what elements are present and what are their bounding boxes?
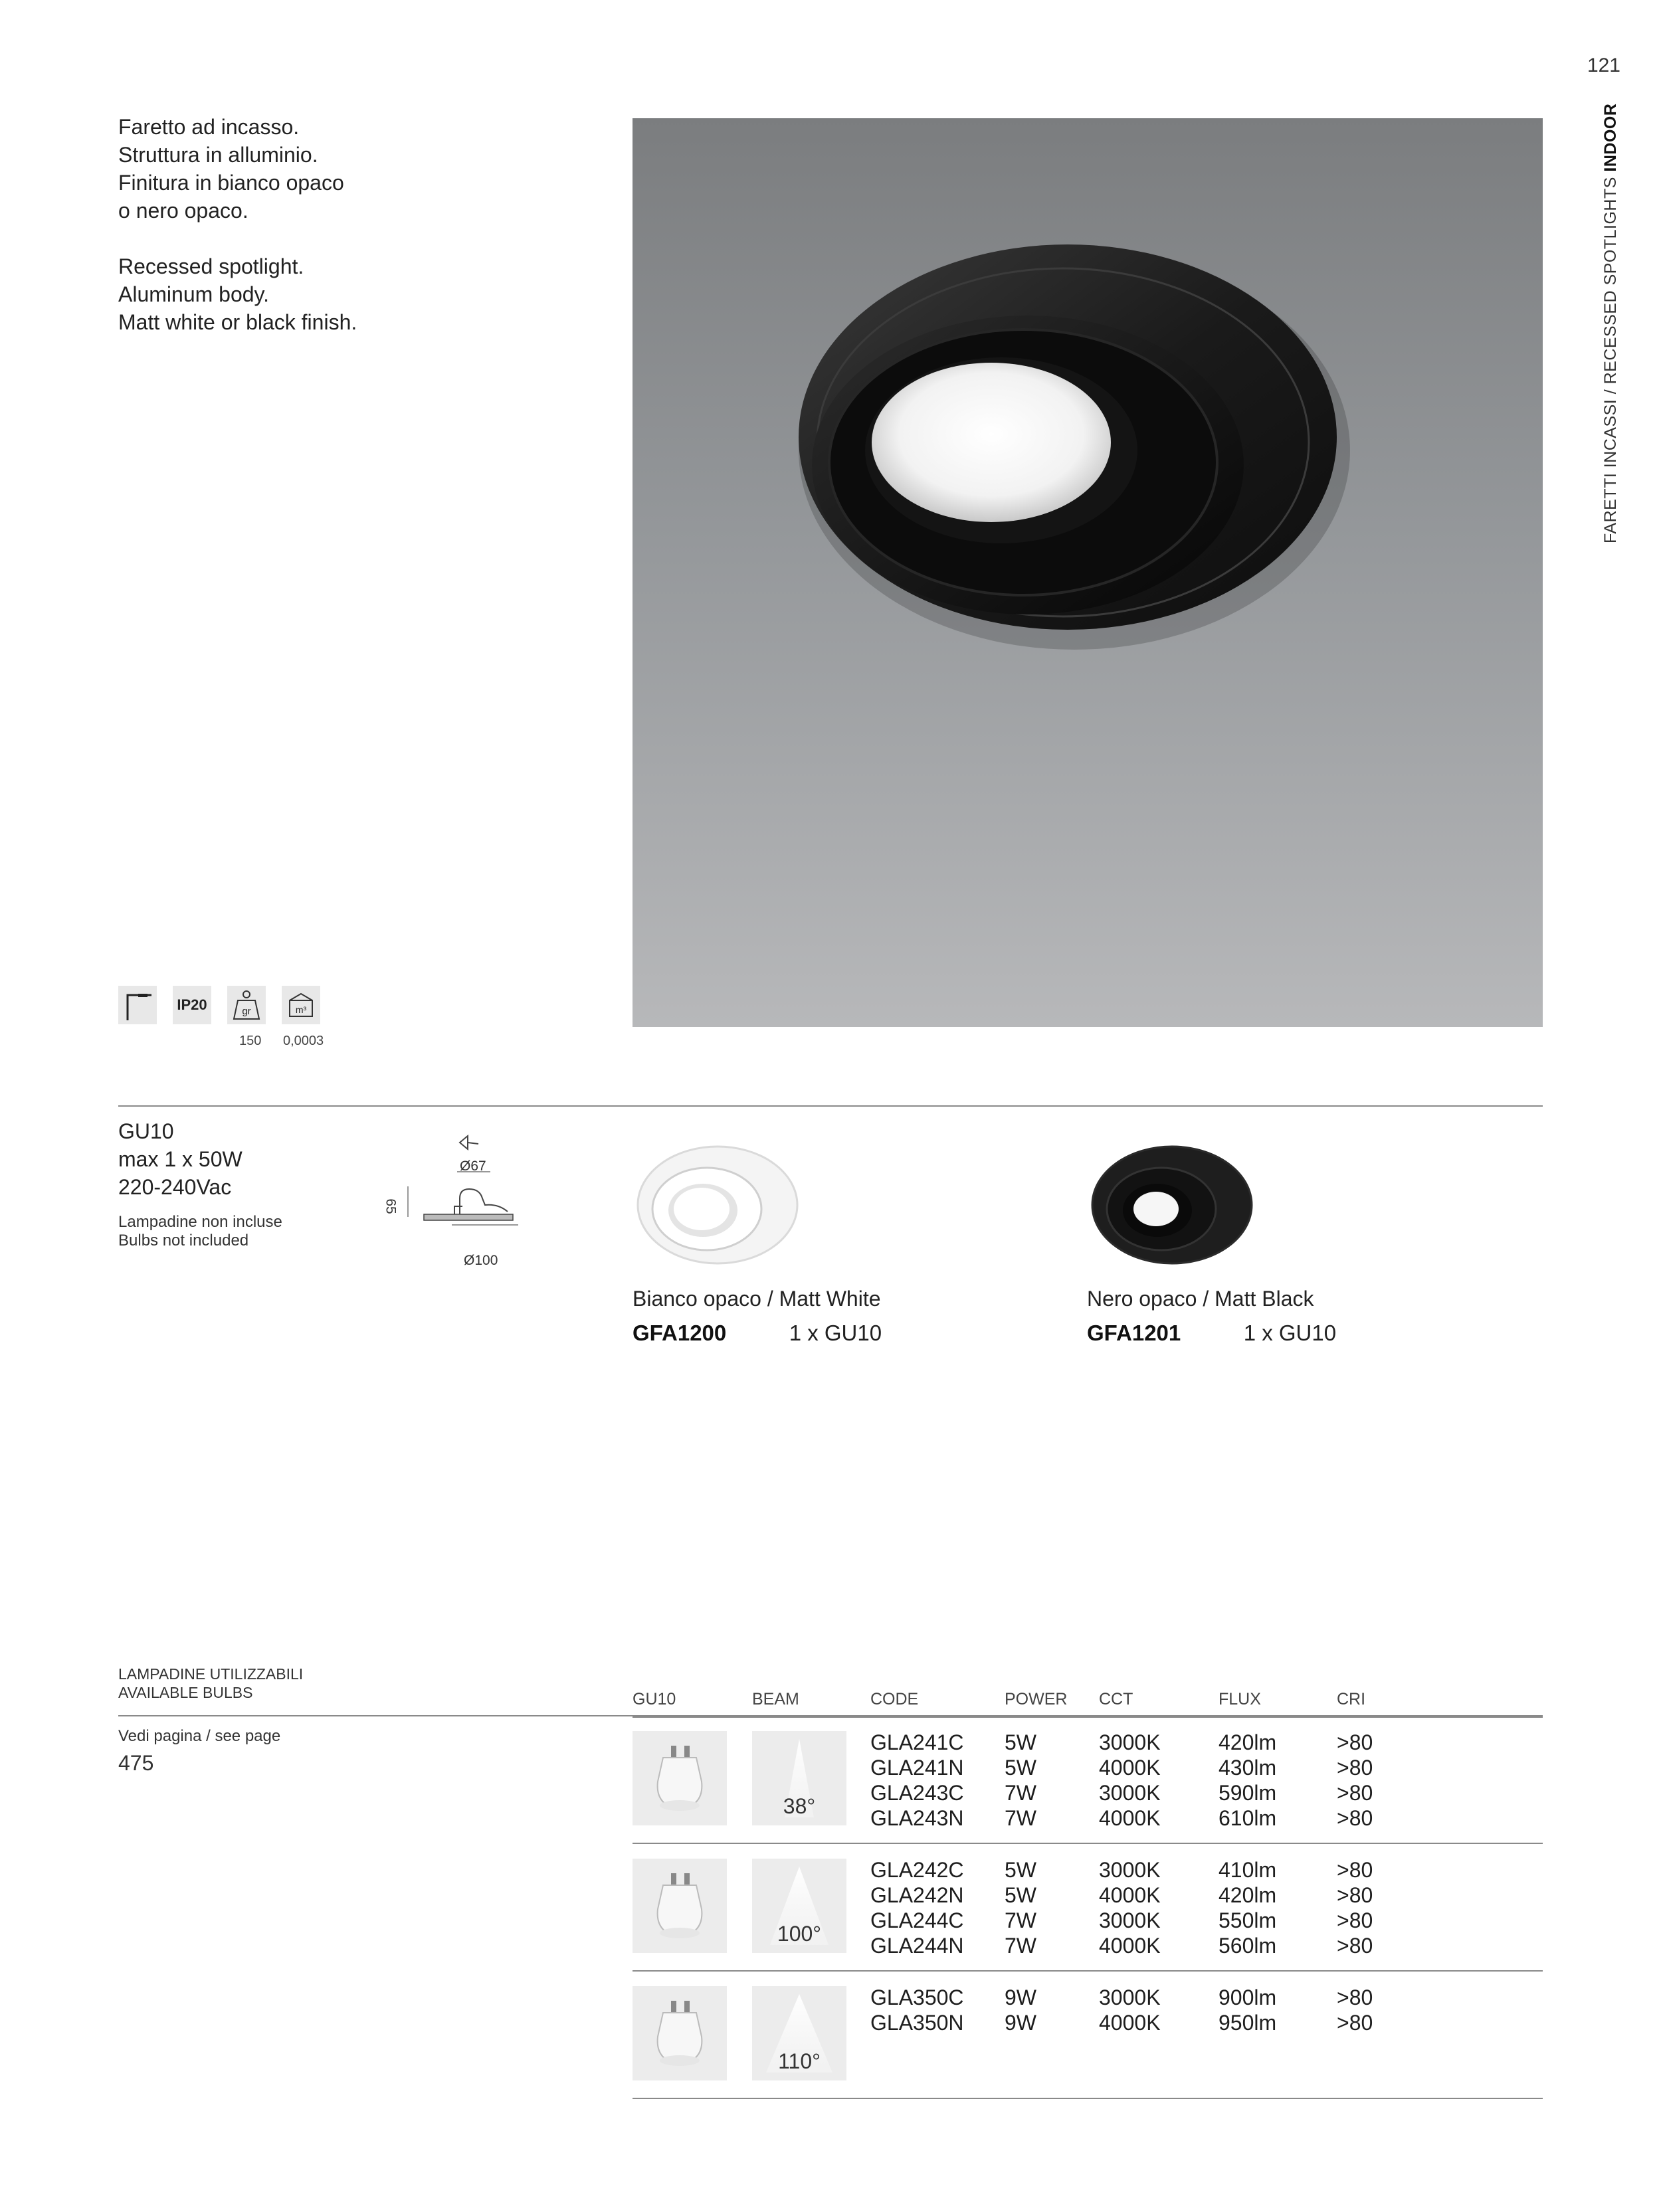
table-group-divider — [633, 1970, 1543, 1972]
header-power: POWER — [1005, 1690, 1068, 1708]
technical-data — [118, 1117, 243, 1201]
gu10-bulb-image — [633, 1986, 727, 2080]
bulb-cct-cell: 4000K — [1099, 2011, 1161, 2035]
bulb-power-cell: 7W — [1005, 1934, 1036, 1958]
bulb-flux-cell: 550lm — [1219, 1908, 1277, 1932]
dimension-top-diameter: Ø67 — [460, 1158, 486, 1174]
bulb-cct-cell: 4000K — [1099, 1883, 1161, 1907]
bulb-cri-cell: >80 — [1337, 1806, 1373, 1830]
black-spotlight-thumbnail — [1087, 1135, 1260, 1267]
bulb-power-cell: 7W — [1005, 1781, 1036, 1805]
bulb-flux-cell: 950lm — [1219, 2011, 1277, 2035]
table-group-divider — [633, 2098, 1543, 2099]
bulbs-title-en: AVAILABLE BULBS — [118, 1684, 253, 1701]
volume-unit: m³ — [295, 1004, 307, 1015]
weight-unit: gr — [242, 1006, 251, 1017]
bulb-flux-cell: 560lm — [1219, 1934, 1277, 1958]
variant-white — [633, 1135, 882, 1346]
bulbs-not-included-note — [118, 1213, 282, 1250]
variant-quantity: 1 x GU10 — [1243, 1321, 1337, 1345]
variant-name: Nero opaco / Matt Black — [1087, 1287, 1314, 1311]
ip-rating-badge: IP20 — [173, 986, 211, 1024]
header-gu10: GU10 — [633, 1690, 676, 1708]
bulb-code-cell: GLA243C — [870, 1781, 964, 1805]
bulb-cri-cell: >80 — [1337, 1858, 1373, 1882]
bulb-cct-cell: 3000K — [1099, 1985, 1161, 2009]
bulb-flux-cell: 590lm — [1219, 1781, 1277, 1805]
bulb-cri-cell: >80 — [1337, 1934, 1373, 1958]
bulbs-title-it: LAMPADINE UTILIZZABILI — [118, 1665, 304, 1683]
hero-product-photo — [633, 118, 1543, 1027]
max-power: max 1 x 50W — [118, 1147, 243, 1171]
bulb-power-cell: 5W — [1005, 1858, 1036, 1882]
variant-name: Bianco opaco / Matt White — [633, 1287, 881, 1311]
bulb-cct-cell: 3000K — [1099, 1908, 1161, 1932]
product-description — [118, 113, 583, 336]
bulbs-note-it: Lampadine non incluse — [118, 1213, 282, 1231]
header-beam: BEAM — [752, 1690, 799, 1708]
description-en-line: Recessed spotlight. — [118, 254, 304, 278]
header-cct: CCT — [1099, 1690, 1133, 1708]
bulb-code-cell: GLA241N — [870, 1756, 964, 1780]
page-number: 121 — [1587, 54, 1620, 76]
table-header-rule — [633, 1716, 1543, 1718]
gu10-bulb-image — [633, 1731, 727, 1825]
description-it-line: o nero opaco. — [118, 199, 248, 223]
white-spotlight-thumbnail — [633, 1135, 805, 1267]
recessed-mount-icon — [118, 986, 157, 1024]
bulb-power-cell: 5W — [1005, 1730, 1036, 1754]
variant-code: GFA1200 — [633, 1321, 727, 1345]
bulb-flux-cell: 420lm — [1219, 1730, 1277, 1754]
section-side-label — [1601, 103, 1628, 543]
header-flux: FLUX — [1219, 1690, 1261, 1708]
variant-black — [1087, 1135, 1336, 1346]
bulb-cri-cell: >80 — [1337, 1730, 1373, 1754]
beam-angle-icon — [752, 1986, 846, 2080]
dimension-bottom-diameter: Ø100 — [464, 1253, 498, 1268]
variant-code: GFA1201 — [1087, 1321, 1181, 1345]
section-divider — [118, 1105, 1543, 1107]
beam-angle-label: 100° — [777, 1922, 822, 1946]
table-group-divider — [633, 1843, 1543, 1844]
description-en-line: Aluminum body. — [118, 282, 270, 306]
dimension-drawing — [385, 1129, 551, 1275]
bulb-cri-cell: >80 — [1337, 1883, 1373, 1907]
description-en-line: Matt white or black finish. — [118, 310, 357, 334]
bulb-cct-cell: 3000K — [1099, 1781, 1161, 1805]
see-page-number: 475 — [118, 1751, 154, 1775]
bulb-flux-cell: 900lm — [1219, 1985, 1277, 2009]
bulb-power-cell: 7W — [1005, 1908, 1036, 1932]
bulb-power-cell: 5W — [1005, 1883, 1036, 1907]
bulb-code-cell: GLA242C — [870, 1858, 964, 1882]
socket-type: GU10 — [118, 1119, 174, 1143]
description-it-line: Faretto ad incasso. — [118, 115, 300, 139]
bulb-cct-cell: 4000K — [1099, 1756, 1161, 1780]
black-spotlight-illustration — [633, 118, 1543, 1027]
bulb-cri-cell: >80 — [1337, 2011, 1373, 2035]
voltage: 220-240Vac — [118, 1175, 232, 1199]
bulb-code-cell: GLA241C — [870, 1730, 964, 1754]
side-label-prefix: FARETTI INCASSI / RECESSED SPOTLIGHTS — [1601, 171, 1620, 543]
bulb-power-cell: 9W — [1005, 2011, 1036, 2035]
gu10-bulb-image — [633, 1859, 727, 1953]
bulb-code-cell: GLA244C — [870, 1908, 964, 1932]
header-cri: CRI — [1337, 1690, 1366, 1708]
bulb-code-cell: GLA350N — [870, 2011, 964, 2035]
description-it-line: Struttura in alluminio. — [118, 143, 318, 167]
beam-angle-label: 38° — [783, 1794, 816, 1818]
beam-angle-label: 110° — [778, 2049, 821, 2073]
available-bulbs-title — [118, 1665, 303, 1702]
bulbs-note-en: Bulbs not included — [118, 1232, 249, 1249]
bulb-cct-cell: 3000K — [1099, 1730, 1161, 1754]
header-code: CODE — [870, 1690, 919, 1708]
bulb-cri-cell: >80 — [1337, 1781, 1373, 1805]
bulb-code-cell: GLA350C — [870, 1985, 964, 2009]
bulb-cri-cell: >80 — [1337, 1756, 1373, 1780]
bulb-power-cell: 5W — [1005, 1756, 1036, 1780]
beam-angle-icon — [752, 1859, 846, 1953]
dimension-height: 65 — [383, 1198, 399, 1214]
weight-value: 150 — [239, 1034, 262, 1048]
volume-value: 0,0003 — [283, 1034, 324, 1048]
bulb-cri-cell: >80 — [1337, 1985, 1373, 2009]
bulb-cct-cell: 4000K — [1099, 1934, 1161, 1958]
bulb-flux-cell: 420lm — [1219, 1883, 1277, 1907]
weight-icon — [227, 986, 266, 1024]
bulb-cri-cell: >80 — [1337, 1908, 1373, 1932]
beam-angle-icon — [752, 1731, 846, 1825]
bulb-code-cell: GLA244N — [870, 1934, 964, 1958]
package-volume-icon — [282, 986, 320, 1024]
bulb-code-cell: GLA243N — [870, 1806, 964, 1830]
bulb-flux-cell: 410lm — [1219, 1858, 1277, 1882]
bulb-power-cell: 7W — [1005, 1806, 1036, 1830]
variant-quantity: 1 x GU10 — [789, 1321, 882, 1345]
bulb-cct-cell: 4000K — [1099, 1806, 1161, 1830]
see-page-label: Vedi pagina / see page — [118, 1727, 281, 1745]
bulb-power-cell: 9W — [1005, 1985, 1036, 2009]
bulb-cct-cell: 3000K — [1099, 1858, 1161, 1882]
bulb-code-cell: GLA242N — [870, 1883, 964, 1907]
description-it-line: Finitura in bianco opaco — [118, 171, 344, 195]
bulb-flux-cell: 610lm — [1219, 1806, 1277, 1830]
side-label-section: INDOOR — [1601, 103, 1620, 172]
bulb-flux-cell: 430lm — [1219, 1756, 1277, 1780]
